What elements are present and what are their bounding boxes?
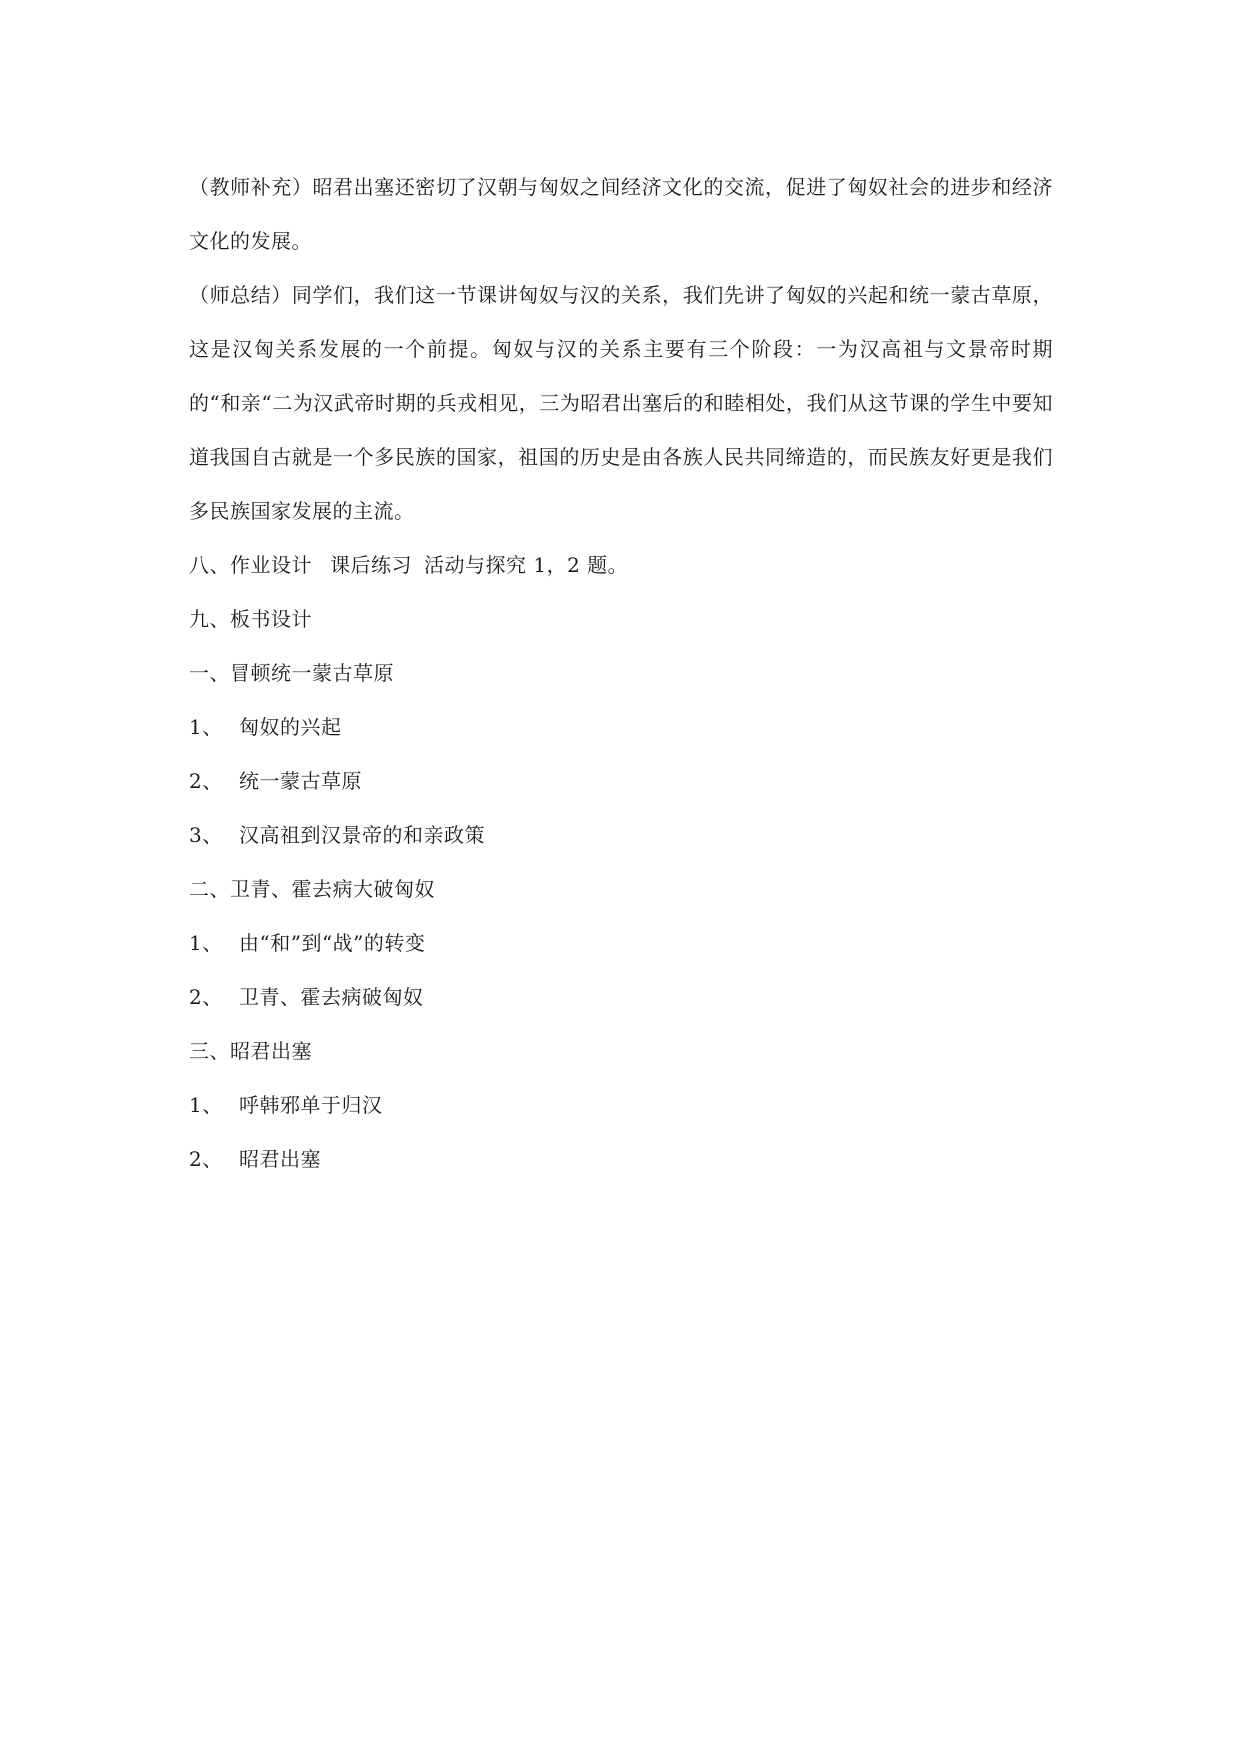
board-section-title: 二、卫青、霍去病大破匈奴 (189, 877, 435, 901)
board-section-title: 三、昭君出塞 (189, 1039, 312, 1063)
list-item-number: 1、 (189, 715, 223, 739)
board-list-item (189, 1132, 1053, 1186)
list-item-text: 匈奴的兴起 (239, 715, 342, 739)
list-item-number: 3、 (189, 823, 223, 847)
teacher-summary-paragraph: （师总结）同学们，我们这一节课讲匈奴与汉的关系，我们先讲了匈奴的兴起和统一蒙古草原，这是汉匈关系发展的一个前提。匈奴与汉的关系主要有三个阶段：一为汉高祖与文景帝时期的“和亲“二为汉武帝时期的兵戎相见，三为昭君出塞后的和睦相处，我们从这节课的学生中要知道我国自古就是一个多民族的国家，祖国的历史是由各族人民共同缔造的，而民族友好更是我们多民族国家发展的主流。 (189, 283, 1053, 523)
board-list-item (189, 754, 1053, 808)
board-list-item (189, 916, 1053, 970)
list-item-text: 由“和”到“战”的转变 (239, 931, 426, 955)
list-item-number: 2、 (189, 1147, 223, 1171)
list-item-text: 昭君出塞 (239, 1147, 321, 1171)
board-list-item (189, 808, 1053, 862)
homework-text-activities: 活动与探究 1，2 题。 (424, 553, 629, 577)
homework-heading: 八、作业设计 (189, 553, 312, 577)
board-list-item (189, 700, 1053, 754)
list-item-text: 呼韩邪单于归汉 (239, 1093, 383, 1117)
list-item-number: 2、 (189, 985, 223, 1009)
homework-text-exercises: 课后练习 (330, 553, 412, 577)
teacher-supplement-paragraph: （教师补充）昭君出塞还密切了汉朝与匈奴之间经济文化的交流，促进了匈奴社会的进步和经济文化的发展。 (189, 175, 1053, 253)
board-list-item (189, 1078, 1053, 1132)
list-item-text: 卫青、霍去病破匈奴 (239, 985, 424, 1009)
list-item-text: 统一蒙古草原 (239, 769, 362, 793)
list-item-text: 汉高祖到汉景帝的和亲政策 (239, 823, 485, 847)
list-item-number: 1、 (189, 1093, 223, 1117)
homework-line (189, 538, 1053, 592)
board-list-item (189, 970, 1053, 1024)
document-content (189, 160, 1053, 1186)
board-section-title: 一、冒顿统一蒙古草原 (189, 661, 394, 685)
list-item-number: 1、 (189, 931, 223, 955)
list-item-number: 2、 (189, 769, 223, 793)
board-design-heading: 九、板书设计 (189, 607, 312, 631)
